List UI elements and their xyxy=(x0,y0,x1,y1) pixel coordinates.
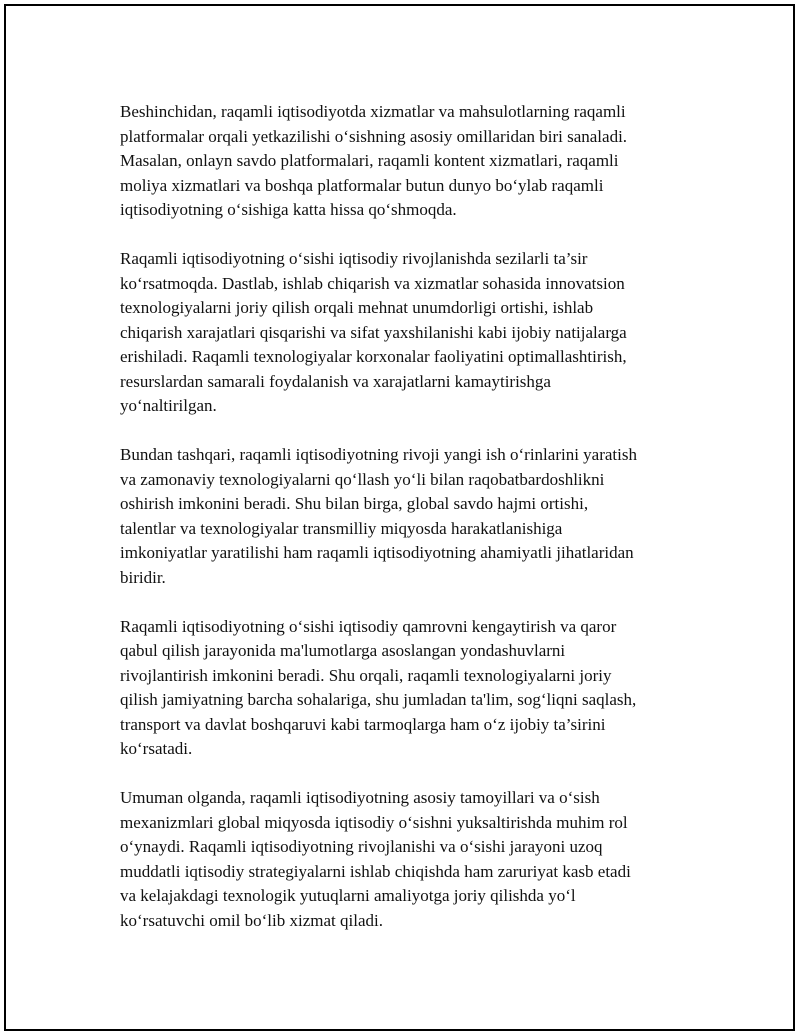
text-line: talentlar va texnologiyalar transmilliy miqyosda harakatlanishiga xyxy=(120,518,563,538)
text-line: Beshinchidan, raqamli iqtisodiyotda xizmatlar va mahsulotlarning raqamli xyxy=(120,102,626,121)
text-line: transport va davlat boshqaruvi kabi tarmoqlarga ham o‘z ijobiy ta’sirini xyxy=(120,714,606,734)
paragraph-3 xyxy=(120,443,710,590)
text-line: rivojlantirish imkonini beradi. Shu orqali, raqamli texnologiyalarni joriy xyxy=(120,665,612,685)
text-line: chiqarish xarajatlari qisqarishi va sifat yaxshilanishi kabi ijobiy natijalarga xyxy=(120,322,627,342)
text-line: Umuman olganda, raqamli iqtisodiyotning asosiy tamoyillari va o‘sish xyxy=(120,788,600,807)
text-line: va kelajakdagi texnologik yutuqlarni amaliyotga joriy qilishda yo‘l xyxy=(120,886,576,905)
text-line: mexanizmlari global miqyosda iqtisodiy o‘sishni yuksaltirishda muhim rol xyxy=(120,812,628,832)
document-body xyxy=(120,100,710,958)
text-line: iqtisodiyotning o‘sishiga katta hissa qo‘shmoqda. xyxy=(120,200,457,219)
text-line: ko‘rsatuvchi omil bo‘lib xizmat qiladi. xyxy=(120,910,383,930)
text-line: qabul qilish jarayonida ma'lumotlarga asoslangan yondashuvlarni xyxy=(120,641,566,660)
paragraph-4 xyxy=(120,615,710,762)
text-line: erishiladi. Raqamli texnologiyalar korxonalar faoliyatini optimallashtirish, xyxy=(120,347,627,366)
text-line: moliya xizmatlari va boshqa platformalar butun dunyo bo‘ylab raqamli xyxy=(120,175,604,195)
text-line: imkoniyatlar yaratilishi ham raqamli iqtisodiyotning ahamiyatli jihatlaridan xyxy=(120,543,634,562)
text-line: Bundan tashqari, raqamli iqtisodiyotning rivoji yangi ish o‘rinlarini yaratish xyxy=(120,445,637,464)
text-line: o‘ynaydi. Raqamli iqtisodiyotning rivojlanishi va o‘sishi jarayoni uzoq xyxy=(120,837,603,856)
text-line: biridir. xyxy=(120,567,166,587)
text-line: Raqamli iqtisodiyotning o‘sishi iqtisodiy qamrovni kengaytirish va qaror xyxy=(120,616,617,636)
text-line: oshirish imkonini beradi. Shu bilan birga, global savdo hajmi ortishi, xyxy=(120,494,589,513)
text-line: qilish jamiyatning barcha sohalariga, shu jumladan ta'lim, sog‘liqni saqlash, xyxy=(120,690,637,709)
paragraph-5 xyxy=(120,786,710,933)
text-line: texnologiyalarni joriy qilish orqali mehnat unumdorligi ortishi, ishlab xyxy=(120,298,594,317)
text-line: platformalar orqali yetkazilishi o‘sishning asosiy omillaridan biri sanaladi. xyxy=(120,126,628,146)
text-line: va zamonaviy texnologiyalarni qo‘llash yo‘li bilan raqobatbardoshlikni xyxy=(120,469,605,489)
text-line: ko‘rsatadi. xyxy=(120,739,193,758)
text-line: ko‘rsatmoqda. Dastlab, ishlab chiqarish va xizmatlar sohasida innovatsion xyxy=(120,273,625,293)
text-line: Masalan, onlayn savdo platformalari, raqamli kontent xizmatlari, raqamli xyxy=(120,151,619,170)
text-line: resurslardan samarali foydalanish va xarajatlarni kamaytirishga xyxy=(120,371,551,391)
text-line: Raqamli iqtisodiyotning o‘sishi iqtisodiy rivojlanishda sezilarli ta’sir xyxy=(120,249,588,268)
paragraph-2 xyxy=(120,247,710,419)
text-line: muddatli iqtisodiy strategiyalarni ishlab chiqishda ham zaruriyat kasb etadi xyxy=(120,861,631,881)
paragraph-1 xyxy=(120,100,710,223)
text-line: yo‘naltirilgan. xyxy=(120,396,217,415)
page-frame xyxy=(4,4,795,1031)
